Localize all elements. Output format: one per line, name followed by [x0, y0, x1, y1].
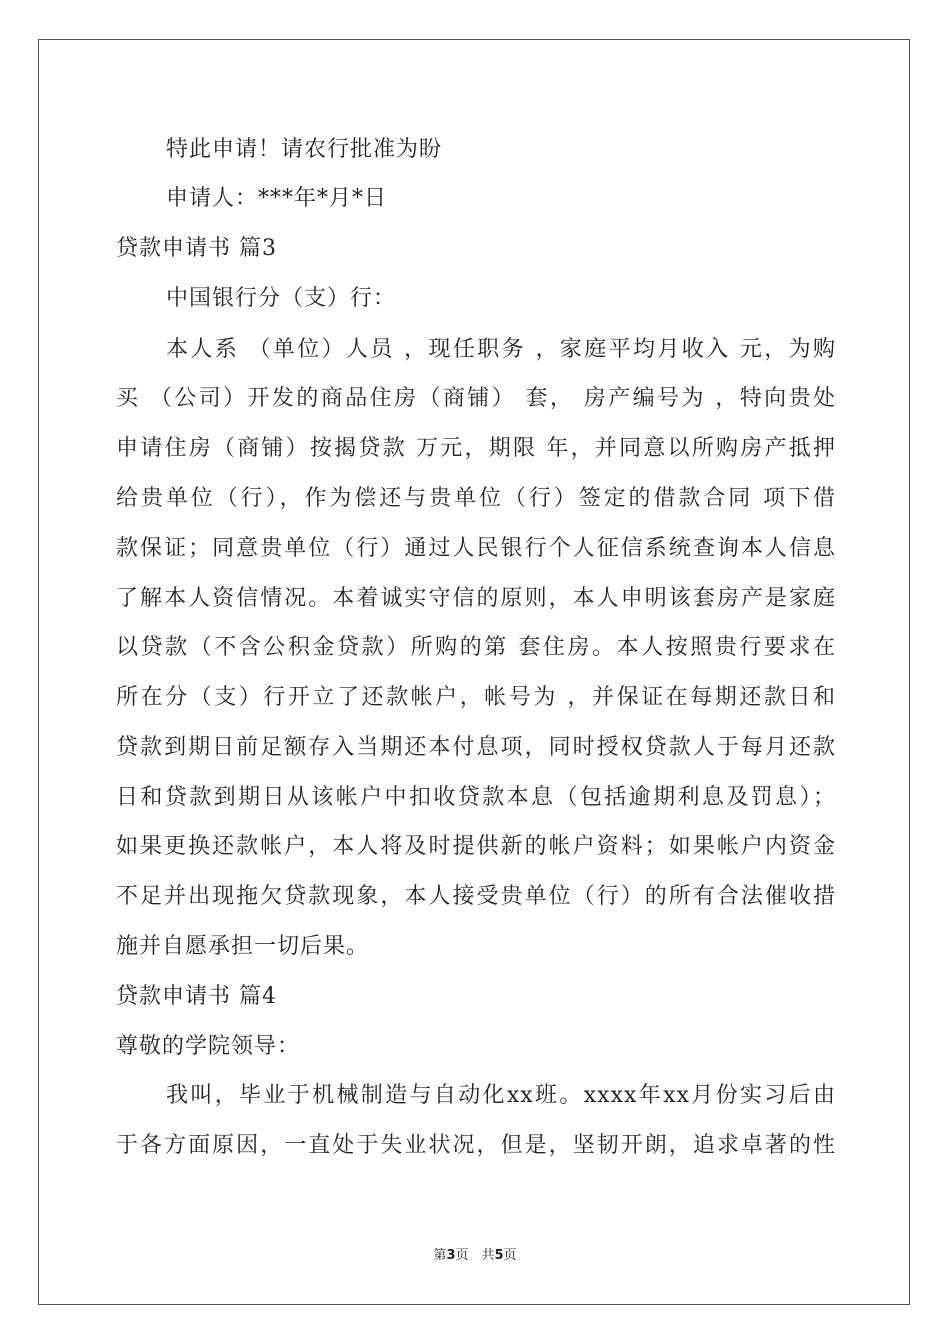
paragraph-line: 以贷款（不含公积金贷款）所购的第 套住房。本人按照贵行要求在 — [116, 635, 836, 660]
paragraph-line: 所在分（支）行开立了还款帐户，帐号为 ，并保证在每期还款日和 — [116, 685, 836, 710]
page-mid: 页 共 — [455, 1248, 495, 1263]
paragraph-line: 日和贷款到期日从该帐户中扣收贷款本息（包括逾期利息及罚息）； — [116, 785, 836, 810]
paragraph-line: 款保证；同意贵单位（行）通过人民银行个人征信系统查询本人信息 — [116, 536, 836, 561]
salutation-line: 中国银行分（支）行： — [166, 286, 397, 311]
section-heading-3: 贷款申请书 篇3 — [116, 236, 277, 261]
paragraph-line: 贷款到期日前足额存入当期还本付息项，同时授权贷款人于每月还款 — [116, 735, 836, 760]
paragraph-line: 给贵单位（行），作为偿还与贵单位（行）签定的借款合同 项下借 — [116, 486, 836, 511]
paragraph-line: 如果更换还款帐户，本人将及时提供新的帐户资料；如果帐户内资金 — [116, 834, 836, 859]
applicant-signature-line: 申请人：***年*月*日 — [166, 186, 388, 211]
paragraph-line: 我叫，毕业于机械制造与自动化xx班。xxxx年xx月份实习后由 — [166, 1083, 836, 1108]
page-footer — [0, 1244, 950, 1263]
page-current: 3 — [446, 1248, 456, 1263]
salutation-line: 尊敬的学院领导： — [116, 1034, 301, 1059]
page-total: 5 — [494, 1248, 504, 1263]
paragraph-line: 申请住房（商铺）按揭贷款 万元，期限 年，并同意以所购房产抵押 — [116, 436, 836, 461]
paragraph-line: 本人系 （单位）人员 ，现任职务 ，家庭平均月收入 元，为购 — [166, 337, 836, 362]
closing-line: 特此申请！请农行批准为盼 — [166, 137, 443, 162]
paragraph-line: 于各方面原因，一直处于失业状况，但是，坚韧开朗，追求卓著的性 — [116, 1133, 836, 1158]
paragraph-line: 施并自愿承担一切后果。 — [116, 934, 370, 959]
page-border — [38, 39, 910, 1305]
page-suffix: 页 — [503, 1248, 517, 1263]
paragraph-line: 不足并出现拖欠贷款现象，本人接受贵单位（行）的所有合法催收措 — [116, 884, 836, 909]
paragraph-line: 了解本人资信情况。本着诚实守信的原则，本人申明该套房产是家庭 — [116, 586, 836, 611]
paragraph-line: 买 （公司）开发的商品住房（商铺） 套， 房产编号为 ，特向贵处 — [116, 386, 836, 411]
page-prefix: 第 — [433, 1248, 447, 1263]
section-heading-4: 贷款申请书 篇4 — [116, 984, 277, 1009]
